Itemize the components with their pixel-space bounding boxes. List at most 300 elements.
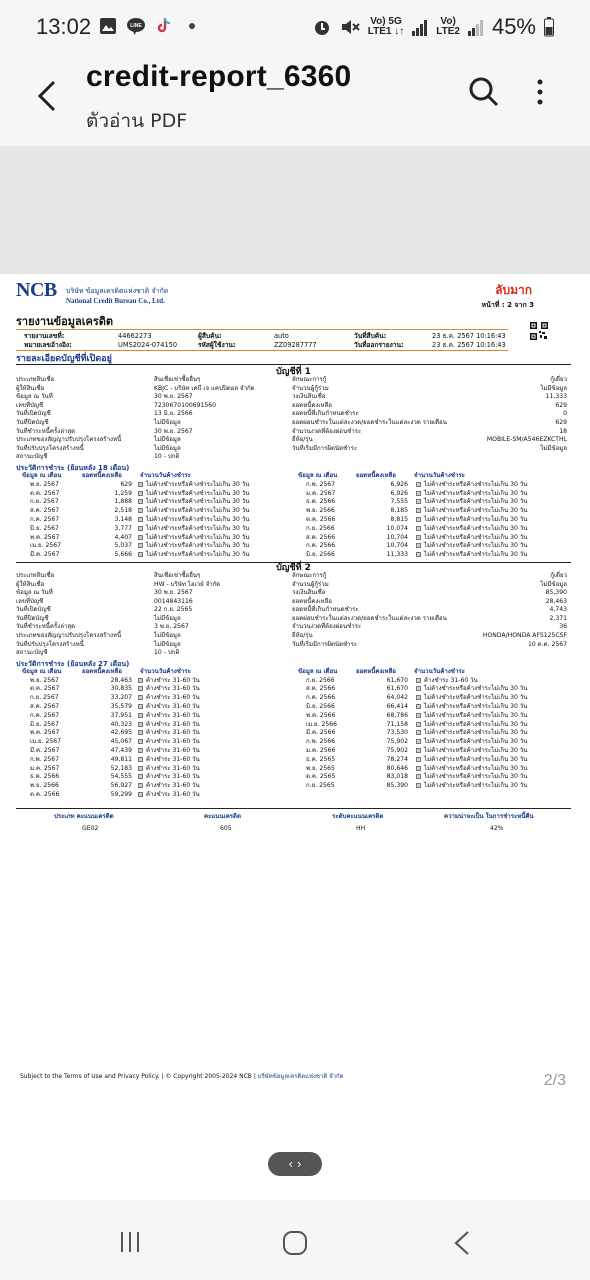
history-status: ไม่ค้างชำระหรือค้างชำระไม่เกิน 30 วัน [424, 694, 528, 702]
history-status: ไม่ค้างชำระหรือค้างชำระไม่เกิน 30 วัน [424, 703, 528, 711]
history-balance: 49,811 [110, 755, 132, 763]
history-balance: 33,207 [110, 694, 132, 702]
detail-label: ยอดผ่อนชำระในแต่ละงวด/ยอดชำระในแต่ละงวด รายเดือน [292, 418, 447, 426]
more-options-icon[interactable] [528, 76, 552, 108]
account-details [16, 376, 571, 462]
detail-row [16, 641, 571, 650]
status-square-icon [416, 526, 421, 531]
detail-label: วันที่เริ่มมีการผิดนัดชำระ [292, 444, 358, 452]
history-status: ไม่ค้างชำระหรือค้างชำระไม่เกิน 30 วัน [146, 480, 250, 488]
history-balance: 64,042 [386, 694, 408, 702]
history-month: ต.ค. 2567 [30, 489, 60, 497]
detail-label: วันที่ชำระหนี้ครั้งล่าสุด [16, 623, 76, 631]
history-month: พ.ย. 2567 [30, 676, 59, 684]
status-square-icon [138, 757, 143, 762]
history-month: มี.ค. 2567 [30, 747, 60, 755]
history-month: ก.ค. 2566 [306, 542, 336, 550]
status-square-icon [138, 482, 143, 487]
history-month: เม.ย. 2567 [30, 542, 61, 550]
app-bar [0, 56, 590, 146]
detail-label: จำนวนงวดที่ต้องผ่อนชำระ [292, 623, 362, 631]
info-value: 23 ธ.ค. 2567 10:16:43 [432, 341, 506, 349]
history-status: ไม่ค้างชำระหรือค้างชำระไม่เกิน 30 วัน [424, 738, 528, 746]
detail-value: ไม่มีข้อมูล [154, 418, 181, 426]
gallery-icon [98, 16, 118, 36]
recent-apps-icon[interactable] [118, 1230, 142, 1254]
history-column-header: ข้อมูล ณ เดือน [298, 667, 338, 675]
history-status: ไม่ค้างชำระหรือค้างชำระไม่เกิน 30 วัน [424, 489, 528, 497]
status-square-icon [138, 722, 143, 727]
detail-value: 22 ก.ย. 2565 [154, 606, 193, 614]
report-header [16, 279, 576, 316]
system-nav-bar [0, 1200, 590, 1280]
detail-row [16, 623, 571, 632]
detail-row [16, 572, 571, 581]
status-square-icon [416, 695, 421, 700]
status-square-icon [416, 783, 421, 788]
detail-value: 0 [563, 410, 567, 418]
detail-row [16, 598, 571, 607]
history-status: ค้างชำระ 31-60 วัน [146, 676, 200, 684]
detail-label: จำนวนผู้กู้ร่วม [292, 384, 329, 392]
history-month: พ.ค. 2567 [30, 729, 60, 737]
footer-text: Subject to the Terms of Use and Privacy Policy. | © Copyright 2005-2024 NCB | [20, 1073, 256, 1080]
info-value: 44662273 [118, 332, 152, 340]
status-square-icon [138, 508, 143, 513]
status-square-icon [416, 757, 421, 762]
info-label: รหัสผู้ใช้งาน: [198, 341, 236, 349]
history-status: ไม่ค้างชำระหรือค้างชำระไม่เกิน 30 วัน [424, 480, 528, 488]
status-square-icon [138, 491, 143, 496]
history-month: ส.ค. 2566 [306, 533, 336, 541]
history-balance: 6,926 [390, 489, 408, 497]
detail-row [16, 606, 571, 615]
status-square-icon [416, 774, 421, 779]
detail-row [16, 428, 571, 437]
score-header: ระดับคะแนนเครดิต [332, 812, 384, 820]
history-balance: 42,695 [110, 729, 132, 737]
detail-value: 629 [555, 401, 567, 409]
status-square-icon [416, 739, 421, 744]
history-balance: 66,414 [386, 703, 408, 711]
payment-history-title: ประวัติการชำระ (ย้อนหลัง 27 เดือน) [16, 659, 130, 668]
detail-value: 36 [559, 623, 567, 631]
status-square-icon [416, 678, 421, 683]
history-status: ไม่ค้างชำระหรือค้างชำระไม่เกิน 30 วัน [424, 685, 528, 693]
history-balance: 629 [120, 480, 132, 488]
history-row [16, 747, 571, 756]
history-status: ค้างชำระ 31-60 วัน [146, 782, 200, 790]
detail-label: ผู้ให้สินเชื่อ [16, 580, 45, 588]
history-month: พ.ย. 2567 [30, 480, 59, 488]
history-balance: 10,704 [386, 533, 408, 541]
history-row [16, 498, 571, 507]
history-row [16, 551, 571, 560]
status-square-icon [138, 766, 143, 771]
history-balance: 1,888 [114, 498, 132, 506]
status-square-icon [138, 517, 143, 522]
detail-value: 13 มิ.ย. 2566 [154, 410, 193, 418]
status-square-icon [416, 552, 421, 557]
history-balance: 56,927 [110, 782, 132, 790]
history-month: พ.ย. 2566 [306, 507, 335, 515]
history-balance: 5,037 [114, 542, 132, 550]
detail-value: ไม่มีข้อมูล [540, 580, 567, 588]
history-month: ส.ค. 2567 [30, 507, 60, 515]
history-month: ก.ย. 2567 [30, 498, 59, 506]
score-header: ประเภท คะแนนเครดิต [54, 812, 114, 820]
history-balance: 83,018 [386, 773, 408, 781]
accounts-container [16, 367, 576, 800]
detail-label: จำนวนผู้กู้ร่วม [292, 580, 329, 588]
status-square-icon [138, 526, 143, 531]
detail-value: ไม่มีข้อมูล [154, 444, 181, 452]
history-balance: 52,183 [110, 764, 132, 772]
history-balance: 78,274 [386, 755, 408, 763]
history-status: ไม่ค้างชำระหรือค้างชำระไม่เกิน 30 วัน [424, 524, 528, 532]
history-status: ค้างชำระ 31-60 วัน [146, 791, 200, 798]
history-status: ไม่ค้างชำระหรือค้างชำระไม่เกิน 30 วัน [424, 542, 528, 550]
history-month: ธ.ค. 2566 [30, 773, 60, 781]
detail-label: ประเภทของสัญญาปรับปรุงโครงสร้างหนี้ [16, 436, 122, 444]
history-balance: 71,158 [386, 720, 408, 728]
payment-history-title: ประวัติการชำระ (ย้อนหลัง 18 เดือน) [16, 463, 130, 472]
history-month: ต.ค. 2566 [306, 515, 336, 523]
credit-score-table [16, 808, 571, 834]
detail-label: วงเงินสินเชื่อ [292, 589, 326, 597]
back-arrow-icon[interactable] [30, 76, 66, 116]
detail-row [16, 589, 571, 598]
history-row [16, 694, 571, 703]
score-type-value: GE02 [82, 824, 99, 832]
history-column-header: ยอดหนี้คงเหลือ [356, 667, 396, 675]
history-month: ก.ย. 2565 [306, 782, 335, 790]
report-info-box [16, 329, 508, 351]
detail-label: ประเภทของสัญญาปรับปรุงโครงสร้างหนี้ [16, 632, 122, 640]
detail-value: ไม่มีข้อมูล [154, 436, 181, 444]
history-status: ไม่ค้างชำระหรือค้างชำระไม่เกิน 30 วัน [424, 747, 528, 755]
history-month: เม.ย. 2566 [306, 720, 337, 728]
info-value: 23 ธ.ค. 2567 10:16:43 [432, 332, 506, 340]
history-balance: 1,259 [114, 489, 132, 497]
history-status: ไม่ค้างชำระหรือค้างชำระไม่เกิน 30 วัน [424, 551, 528, 559]
history-status: ไม่ค้างชำระหรือค้างชำระไม่เกิน 30 วัน [424, 729, 528, 737]
history-status: ไม่ค้างชำระหรือค้างชำระไม่เกิน 30 วัน [146, 489, 250, 497]
history-row [16, 703, 571, 712]
detail-value: HW - บริษัท ไฮเวย์ จำกัด [154, 580, 221, 588]
history-month: ก.ย. 2566 [306, 524, 335, 532]
page-indicator: 2/3 [543, 1072, 566, 1089]
detail-row [16, 385, 571, 394]
status-square-icon [416, 508, 421, 513]
status-square-icon [138, 730, 143, 735]
history-status: ไม่ค้างชำระหรือค้างชำระไม่เกิน 30 วัน [424, 507, 528, 515]
history-balance: 11,333 [386, 551, 408, 559]
history-month: ม.ค. 2567 [306, 489, 336, 497]
history-status: ค้างชำระ 31-60 วัน [146, 703, 200, 711]
detail-value: 30 พ.ย. 2567 [154, 589, 193, 597]
detail-label: วันที่เปิดบัญชี [16, 606, 51, 614]
detail-label: ยี่ห้อ/รุ่น [292, 436, 313, 444]
score-probability-value: 42% [490, 824, 504, 832]
history-status: ค้างชำระ 31-60 วัน [146, 764, 200, 772]
status-square-icon [416, 686, 421, 691]
history-row [16, 481, 571, 490]
history-month: ก.พ. 2566 [306, 738, 336, 746]
history-row [16, 791, 571, 800]
history-balance: 61,670 [386, 676, 408, 684]
search-icon[interactable] [468, 76, 500, 108]
history-status: ไม่ค้างชำระหรือค้างชำระไม่เกิน 30 วัน [424, 755, 528, 763]
history-status: ค้างชำระ 31-60 วัน [146, 747, 200, 755]
status-square-icon [138, 748, 143, 753]
notification-icons [98, 16, 202, 36]
detail-label: วันที่ชำระหนี้ครั้งล่าสุด [16, 427, 76, 435]
sim1-network: Vo) 5G LTE1 ↓↑ [367, 16, 405, 37]
detail-value: ไม่มีข้อมูล [154, 614, 181, 622]
detail-label: ข้อมูล ณ วันที่ [16, 589, 53, 597]
history-status: ไม่ค้างชำระหรือค้างชำระไม่เกิน 30 วัน [146, 507, 250, 515]
history-row [16, 738, 571, 747]
history-status: ไม่ค้างชำระหรือค้างชำระไม่เกิน 30 วัน [146, 542, 250, 550]
history-status: ค้างชำระ 31-60 วัน [146, 720, 200, 728]
history-month: ส.ค. 2566 [306, 685, 336, 693]
history-row [16, 782, 571, 791]
history-status: ค้างชำระ 31-60 วัน [146, 685, 200, 693]
account-title: บัญชีที่ 1 [276, 367, 311, 377]
detail-value: 4,743 [549, 606, 567, 614]
account-title: บัญชีที่ 2 [16, 562, 571, 572]
history-balance: 80,646 [386, 764, 408, 772]
history-row [16, 756, 571, 765]
account-details [16, 572, 571, 658]
detail-row [16, 410, 571, 419]
status-square-icon [416, 713, 421, 718]
line-app-icon [126, 16, 146, 36]
history-status: ไม่ค้างชำระหรือค้างชำระไม่เกิน 30 วัน [146, 524, 250, 532]
history-balance: 35,579 [110, 703, 132, 711]
history-row [16, 516, 571, 525]
history-balance: 8,185 [390, 507, 408, 515]
detail-row [16, 436, 571, 445]
history-status: ไม่ค้างชำระหรือค้างชำระไม่เกิน 30 วัน [146, 551, 250, 559]
detail-value: 18 [559, 427, 567, 435]
history-month: ก.ค. 2567 [30, 711, 60, 719]
detail-value: 0014843116 [154, 597, 193, 605]
status-square-icon [138, 739, 143, 744]
detail-row [16, 649, 571, 658]
history-balance: 8,815 [390, 515, 408, 523]
signal2-icon [468, 18, 484, 36]
history-balance: 2,518 [114, 507, 132, 515]
footer-link[interactable]: บริษัทข้อมูลเครดิตแห่งชาติ จำกัด [257, 1073, 344, 1080]
history-balance: 30,835 [110, 685, 132, 693]
history-column-header: ยอดหนี้คงเหลือ [82, 667, 122, 675]
status-square-icon [416, 499, 421, 504]
info-value: UMS2024-074150 [118, 341, 178, 349]
history-column-header: ยอดหนี้คงเหลือ [82, 471, 122, 479]
history-balance: 10,074 [386, 524, 408, 532]
history-month: ก.ย. 2567 [30, 694, 59, 702]
history-status: ไม่ค้างชำระหรือค้างชำระไม่เกิน 30 วัน [424, 533, 528, 541]
detail-label: วันที่ปรับปรุงโครงสร้างหนี้ [16, 444, 84, 452]
history-month: ต.ค. 2567 [30, 685, 60, 693]
confidential-stamp: ลับมาก [495, 283, 532, 297]
history-month: ธ.ค. 2565 [306, 755, 336, 763]
history-month: ต.ค. 2565 [306, 773, 336, 781]
history-status: ไม่ค้างชำระหรือค้างชำระไม่เกิน 30 วัน [424, 782, 528, 790]
detail-value: 10 - ปกติ [154, 649, 180, 657]
svg-text:LINE: LINE [130, 23, 142, 29]
ncb-logo: NCB [16, 279, 57, 301]
detail-label: ข้อมูล ณ วันที่ [16, 393, 53, 401]
detail-value: 3 พ.ย. 2567 [154, 623, 189, 631]
detail-value: 85,390 [545, 589, 567, 597]
signal1-icon [412, 18, 428, 36]
status-square-icon [138, 499, 143, 504]
history-month: ก.พ. 2567 [306, 480, 336, 488]
history-status: ไม่ค้างชำระหรือค้างชำระไม่เกิน 30 วัน [146, 498, 250, 506]
detail-label: ประเภทสินเชื่อ [16, 376, 55, 383]
history-balance: 75,902 [386, 747, 408, 755]
history-month: ม.ค. 2566 [306, 747, 336, 755]
detail-label: จำนวนงวดที่ต้องผ่อนชำระ [292, 427, 362, 435]
history-month: พ.ย. 2565 [306, 764, 335, 772]
alarm-icon [312, 17, 332, 37]
history-row [16, 534, 571, 543]
detail-value: 28,463 [545, 597, 567, 605]
status-square-icon [416, 535, 421, 540]
history-status: ค้างชำระ 31-60 วัน [146, 711, 200, 719]
history-status: ค้างชำระ 31-60 วัน [146, 729, 200, 737]
status-square-icon [138, 774, 143, 779]
history-status: ไม่ค้างชำระหรือค้างชำระไม่เกิน 30 วัน [424, 498, 528, 506]
history-month: ก.พ. 2567 [30, 755, 60, 763]
status-square-icon [138, 678, 143, 683]
status-time: 13:02 [36, 14, 92, 39]
detail-label: ยอดหนี้คงเหลือ [292, 401, 332, 409]
history-balance: 6,926 [390, 480, 408, 488]
detail-value: ไม่มีข้อมูล [154, 640, 181, 648]
detail-row [16, 453, 571, 462]
company-name-en: National Credit Bureau Co., Ltd. [66, 297, 165, 305]
info-value: auto [274, 332, 289, 340]
history-month: มิ.ย. 2566 [306, 551, 335, 559]
page-info: หน้าที่ : 2 จาก 3 [481, 301, 534, 309]
detail-label: สถานะบัญชี [16, 649, 48, 657]
detail-value: 629 [555, 418, 567, 426]
history-month: พ.ค. 2567 [30, 533, 60, 541]
history-balance: 10,704 [386, 542, 408, 550]
detail-value: สินเชื่อเช่าซื้ออื่นๆ [154, 571, 201, 579]
history-balance: 3,777 [114, 524, 132, 532]
history-status: ค้างชำระ 31-60 วัน [146, 738, 200, 746]
info-label: วันที่สืบค้น: [354, 332, 387, 340]
system-status [312, 14, 554, 40]
status-square-icon [416, 722, 421, 727]
history-status: ไม่ค้างชำระหรือค้างชำระไม่เกิน 30 วัน [146, 515, 250, 523]
status-square-icon [416, 482, 421, 487]
detail-value: กู้เดี่ยว [550, 376, 567, 383]
history-column-header: ข้อมูล ณ เดือน [22, 667, 62, 675]
history-balance: 59,299 [110, 791, 132, 798]
history-row [16, 729, 571, 738]
history-row [16, 490, 571, 499]
detail-value: HONDA/HONDA AFS125CSF [482, 632, 567, 640]
history-balance: 7,555 [390, 498, 408, 506]
status-square-icon [138, 695, 143, 700]
history-month: มิ.ย. 2567 [30, 524, 59, 532]
history-row [16, 542, 571, 551]
detail-label: ลักษณะการกู้ [292, 376, 327, 383]
history-status: ค้างชำระ 31-60 วัน [146, 694, 200, 702]
history-month: มี.ค. 2566 [306, 729, 336, 737]
history-month: เม.ย. 2567 [30, 738, 61, 746]
detail-row [16, 393, 571, 402]
status-square-icon [416, 517, 421, 522]
history-month: ม.ค. 2567 [30, 764, 60, 772]
history-balance: 37,951 [110, 711, 132, 719]
status-square-icon [416, 543, 421, 548]
info-label: ผู้สืบค้น: [198, 332, 222, 340]
history-column-header: ข้อมูล ณ เดือน [298, 471, 338, 479]
detail-label: เลขที่บัญชี [16, 597, 44, 605]
status-square-icon [138, 783, 143, 788]
detail-label: ประเภทสินเชื่อ [16, 571, 55, 579]
document-title: credit-report_6360 [86, 60, 352, 93]
history-balance: 28,463 [110, 676, 132, 684]
detail-value: ไม่มีข้อมูล [540, 384, 567, 392]
status-bar [0, 0, 590, 56]
home-icon[interactable] [282, 1230, 308, 1256]
detail-value: 30 พ.ย. 2567 [154, 393, 193, 401]
page-navigation-pill[interactable]: ‹ › [268, 1152, 322, 1176]
detail-label: ยอดผ่อนชำระในแต่ละงวด/ยอดชำระในแต่ละงวด รายเดือน [292, 614, 447, 622]
history-balance: 3,148 [114, 515, 132, 523]
history-balance: 75,902 [386, 738, 408, 746]
detail-row [16, 581, 571, 590]
detail-label: ผู้ให้สินเชื่อ [16, 384, 45, 392]
battery-percent: 45% [491, 14, 536, 39]
detail-value: MOBILE-SM/A546EZKCTHL [486, 436, 567, 444]
detail-label: วันที่ปรับปรุงโครงสร้างหนี้ [16, 640, 84, 648]
tiktok-icon [154, 16, 174, 36]
history-month: ก.ย. 2566 [306, 676, 335, 684]
back-nav-icon[interactable] [452, 1230, 472, 1256]
history-row [16, 507, 571, 516]
history-month: ก.ค. 2567 [30, 515, 60, 523]
detail-label: ยอดหนี้ที่เกินกำหนดชำระ [292, 410, 359, 418]
detail-value: 11,333 [545, 393, 567, 401]
status-square-icon [138, 792, 143, 797]
history-month: ก.ค. 2566 [306, 694, 336, 702]
history-status: ไม่ค้างชำระหรือค้างชำระไม่เกิน 30 วัน [424, 720, 528, 728]
detail-label: วงเงินสินเชื่อ [292, 393, 326, 401]
status-square-icon [416, 766, 421, 771]
report-title: รายงานข้อมูลเครดิต [16, 315, 114, 328]
status-square-icon [416, 748, 421, 753]
detail-row [16, 376, 571, 385]
history-month: ธ.ค. 2566 [306, 498, 336, 506]
status-square-icon [416, 730, 421, 735]
detail-value: ไม่มีข้อมูล [154, 632, 181, 640]
history-status: ไม่ค้างชำระหรือค้างชำระไม่เกิน 30 วัน [424, 515, 528, 523]
detail-value: 7230670100691560 [154, 401, 217, 409]
history-balance: 40,323 [110, 720, 132, 728]
pdf-footer [20, 1071, 344, 1081]
history-balance: 85,390 [386, 782, 408, 790]
detail-row [16, 445, 571, 454]
